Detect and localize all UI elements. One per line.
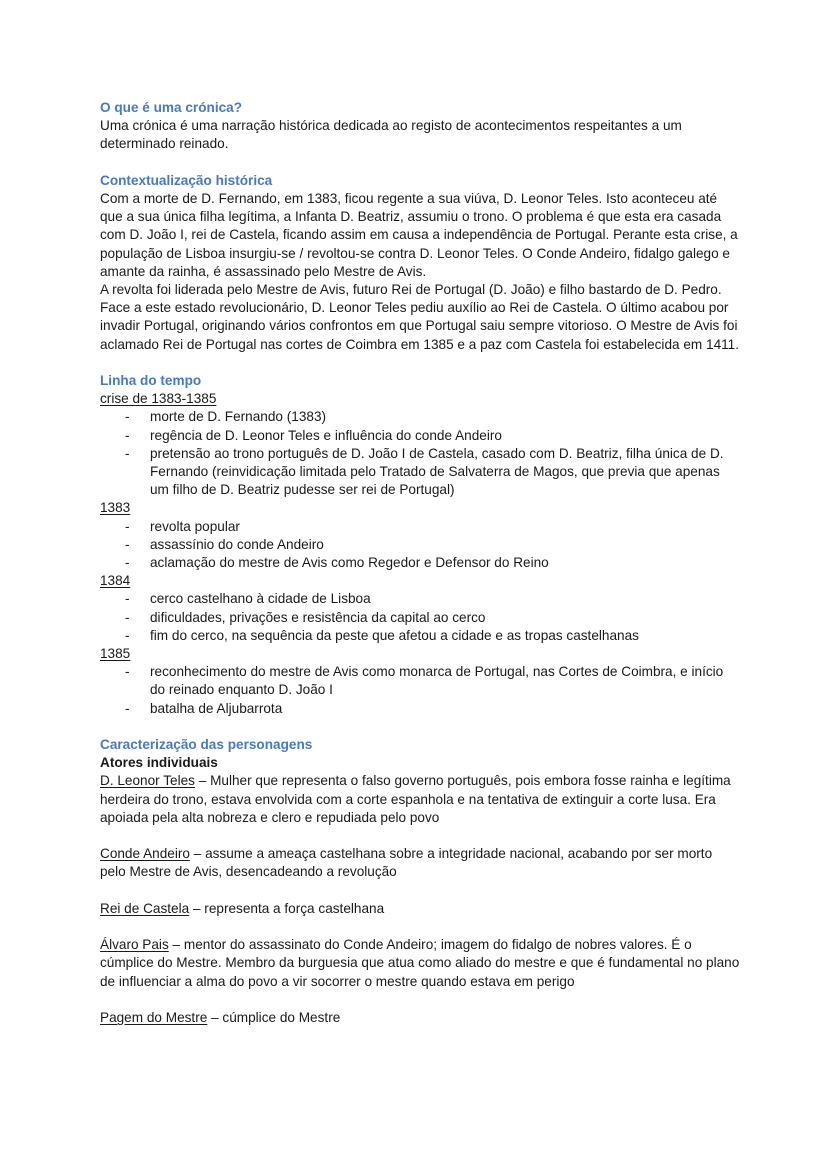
timeline-group-label: crise de 1383-1385: [100, 391, 217, 407]
subheading: Atores individuais: [100, 755, 218, 771]
character-name: D. Leonor Teles: [100, 773, 195, 789]
dash-bullet-icon: -: [125, 664, 130, 680]
character-entry: Álvaro Pais – mentor do assassinato do Conde Andeiro; imagem do fidalgo de nobres valores. É o cúmplice do Mestre. Membro da burguesia que atua como aliado do mestre e que é fundamental no plano de influenciar a alma do povo a vir socorrer o mestre quando estava em perigo: [100, 937, 740, 989]
dash-bullet-icon: -: [125, 627, 130, 643]
timeline-group: [100, 645, 740, 718]
timeline-list: [100, 408, 740, 499]
dash-bullet-icon: -: [125, 518, 130, 534]
timeline-list: [100, 590, 740, 645]
timeline-group-label: 1383: [100, 500, 131, 516]
document-page: [100, 99, 740, 1027]
character-description: representa a força castelhana: [204, 900, 385, 916]
list-item: - pretensão ao trono português de D. João I de Castela, casado com D. Beatriz, filha única de D. Fernando (reinvidicação limitada pelo Tratado de Salvaterra de Magos, que previa que apenas um filho de D. Beatriz pudesse ser rei de Portugal): [125, 445, 724, 498]
timeline-group-label: 1384: [100, 573, 131, 589]
list-item: - reconhecimento do mestre de Avis como monarca de Portugal, nas Cortes de Coimbra, e início do reinado enquanto D. João I: [125, 664, 724, 698]
paragraph: A revolta foi liderada pelo Mestre de Avis, futuro Rei de Portugal (D. João) e filho bastardo de D. Pedro. Face a este estado revolucionário, D. Leonor Teles pediu auxílio ao Rei de Castela. O último acabou por invadir Portugal, originando vários confrontos em que Portugal saiu sempre vitorioso. O Mestre de Avis foi aclamado Rei de Portugal nas cortes de Coimbra em 1385 e a paz com Castela foi estabelecida em 1411.: [100, 282, 740, 352]
character-description: mentor do assassinato do Conde Andeiro; imagem do fidalgo de nobres valores. É o cúmplice do Mestre. Membro da burguesia que atua como aliado do mestre e que é fundamental no plano de influenciar a alma do povo a vir socorrer o mestre quando estava em perigo: [100, 937, 740, 989]
dash-bullet-icon: -: [125, 609, 130, 625]
list-item: - fim do cerco, na sequência da peste que afetou a cidade e as tropas castelhanas: [100, 627, 740, 645]
dash-bullet-icon: -: [125, 427, 130, 443]
section-timeline: [100, 372, 740, 718]
section-contextualizacao: [100, 172, 740, 354]
dash-bullet-icon: -: [125, 555, 130, 571]
timeline-group: [100, 572, 740, 645]
character-entry: D. Leonor Teles – Mulher que representa o falso governo português, pois embora fosse rainha e legítima herdeira do trono, estava envolvida com a corte espanhola e na tentativa de extinguir a corte lusa. Era apoiada pela alta nobreza e clero e repudiada pelo povo: [100, 773, 731, 825]
character-name: Pagem do Mestre: [100, 1010, 208, 1026]
dash-bullet-icon: -: [125, 536, 130, 552]
character-name: Rei de Castela: [100, 900, 190, 916]
character-name: Conde Andeiro: [100, 846, 190, 862]
dash-bullet-icon: -: [125, 409, 130, 425]
dash-bullet-icon: -: [125, 445, 130, 461]
list-item: - assassínio do conde Andeiro: [100, 536, 740, 554]
section-heading: Contextualização histórica: [100, 172, 273, 188]
character-description: cúmplice do Mestre: [222, 1010, 341, 1026]
character-name: Álvaro Pais: [100, 937, 169, 953]
character-entry: Rei de Castela – representa a força castelhana: [100, 900, 385, 916]
timeline-group-label: 1385: [100, 646, 131, 662]
character-entry: Pagem do Mestre – cúmplice do Mestre: [100, 1010, 341, 1026]
section-personagens: [100, 736, 740, 1027]
list-item: - revolta popular: [100, 518, 740, 536]
timeline-list: [100, 518, 740, 573]
list-item: - dificuldades, privações e resistência da capital ao cerco: [100, 609, 740, 627]
list-item: - cerco castelhano à cidade de Lisboa: [100, 590, 740, 608]
section-heading: Linha do tempo: [100, 373, 202, 389]
dash-bullet-icon: -: [125, 591, 130, 607]
timeline-list: [100, 663, 740, 718]
section-cronica: [100, 99, 740, 154]
dash-bullet-icon: -: [125, 700, 130, 716]
character-entry: Conde Andeiro – assume a ameaça castelhana sobre a integridade nacional, acabando por ser morto pelo Mestre de Avis, desencadeando a revolução: [100, 846, 713, 880]
paragraph: Uma crónica é uma narração histórica dedicada ao registo de acontecimentos respeitantes a um determinado reinado.: [100, 118, 682, 152]
list-item: - batalha de Aljubarrota: [100, 700, 740, 718]
timeline-group: [100, 390, 740, 499]
section-heading: O que é uma crónica?: [100, 100, 243, 115]
paragraph: Com a morte de D. Fernando, em 1383, ficou regente a sua viúva, D. Leonor Teles. Isto aconteceu até que a sua única filha legítima, a Infanta D. Beatriz, assumiu o trono. O problema é que esta era casada com D. João I, rei de Castela, ficando assim em causa a independência de Portugal. Perante esta crise, a população de Lisboa insurgiu-se / revoltou-se contra D. Leonor Teles. O Conde Andeiro, fidalgo galego e amante da rainha, é assassinado pelo Mestre de Avis.: [100, 191, 738, 279]
list-item: - aclamação do mestre de Avis como Regedor e Defensor do Reino: [100, 554, 740, 572]
character-description: Mulher que representa o falso governo português, pois embora fosse rainha e legítima herdeira do trono, estava envolvida com a corte espanhola e na tentativa de extinguir a corte lusa. Era apoiada pela alta nobreza e clero e repudiada pelo povo: [100, 773, 731, 825]
list-item: - morte de D. Fernando (1383): [100, 408, 740, 426]
character-description: assume a ameaça castelhana sobre a integridade nacional, acabando por ser morto pelo Mestre de Avis, desencadeando a revolução: [100, 846, 713, 880]
section-heading: Caracterização das personagens: [100, 737, 313, 753]
timeline-group: [100, 499, 740, 572]
list-item: - regência de D. Leonor Teles e influência do conde Andeiro: [100, 427, 740, 445]
